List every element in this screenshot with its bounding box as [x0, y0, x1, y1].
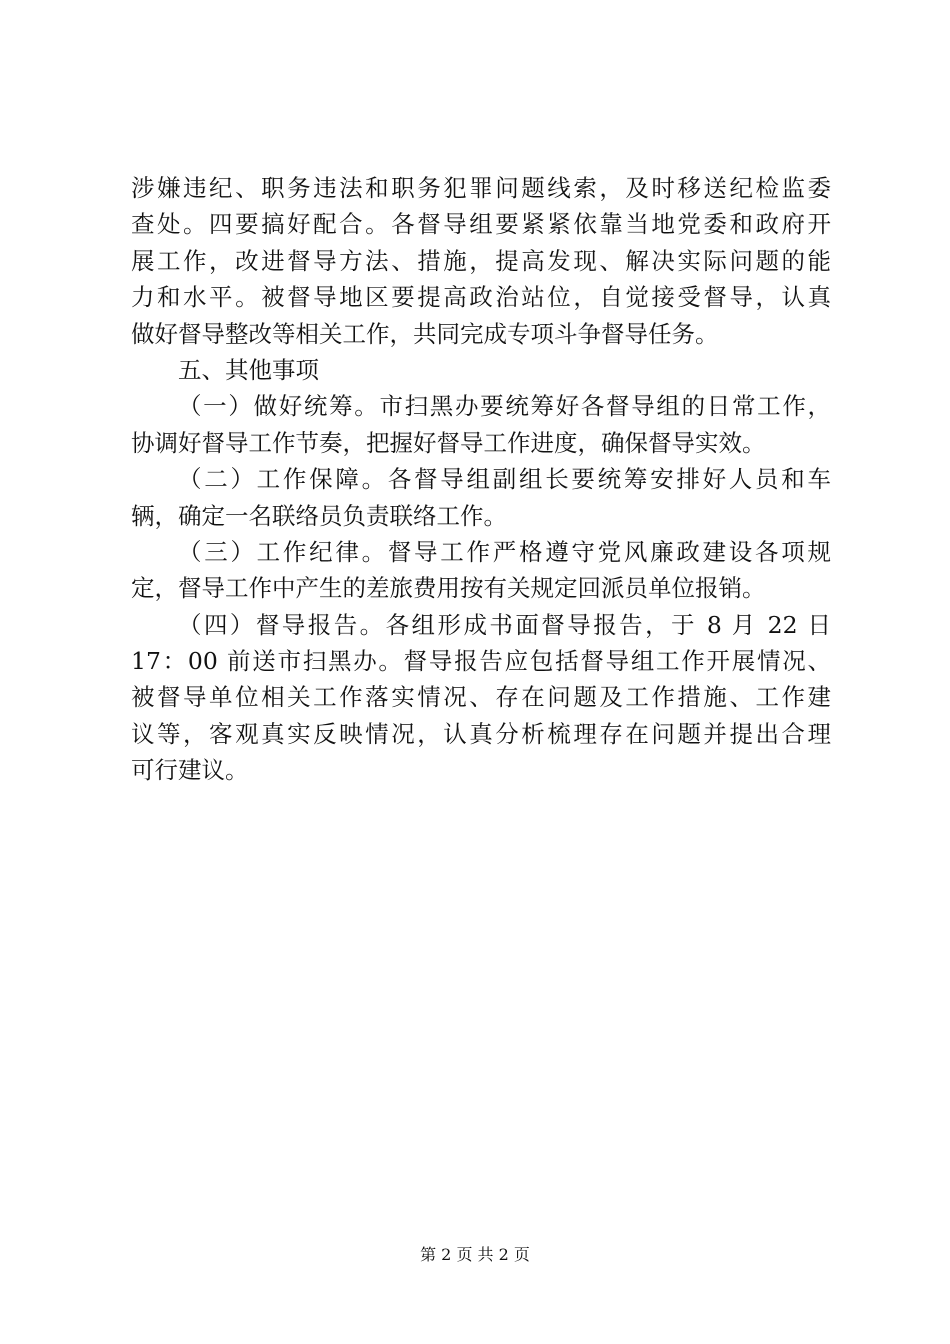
text-line: 展工作，改进督导方法、措施，提高发现、解决实际问题的能 — [131, 246, 831, 275]
text-line: （二）工作保障。各督导组副组长要统筹安排好人员和车 — [178, 465, 831, 494]
text-line: （一）做好统筹。市扫黑办要统筹好各督导组的日常工作， — [178, 392, 831, 421]
page-footer: 第 2 页 共 2 页 — [420, 1245, 530, 1264]
text-line: （三）工作纪律。督导工作严格遵守党风廉政建设各项规 — [178, 537, 831, 566]
text-line: 可行建议。 — [131, 756, 249, 785]
text-line: 查处。四要搞好配合。各督导组要紧紧依靠当地党委和政府开 — [131, 210, 831, 239]
text-line: 协调好督导工作节奏，把握好督导工作进度，确保督导实效。 — [131, 428, 766, 457]
text-line: 被督导单位相关工作落实情况、存在问题及工作措施、工作建 — [131, 683, 831, 712]
document-body — [131, 170, 831, 789]
text-line: 做好督导整改等相关工作，共同完成专项斗争督导任务。 — [131, 319, 719, 348]
text-line: 17：00 前送市扫黑办。督导报告应包括督导组工作开展情况、 — [131, 647, 831, 676]
section-heading: 五、其他事项 — [178, 355, 319, 384]
text-line: 议等，客观真实反映情况，认真分析梳理存在问题并提出合理 — [131, 719, 831, 748]
text-line: 力和水平。被督导地区要提高政治站位，自觉接受督导，认真 — [131, 283, 831, 312]
text-line: （四）督导报告。各组形成书面督导报告，于 8 月 22 日 — [178, 610, 831, 639]
text-line: 定，督导工作中产生的差旅费用按有关规定回派员单位报销。 — [131, 574, 766, 603]
text-line: 涉嫌违纪、职务违法和职务犯罪问题线索，及时移送纪检监委 — [131, 174, 831, 202]
text-line: 辆，确定一名联络员负责联络工作。 — [131, 501, 507, 530]
